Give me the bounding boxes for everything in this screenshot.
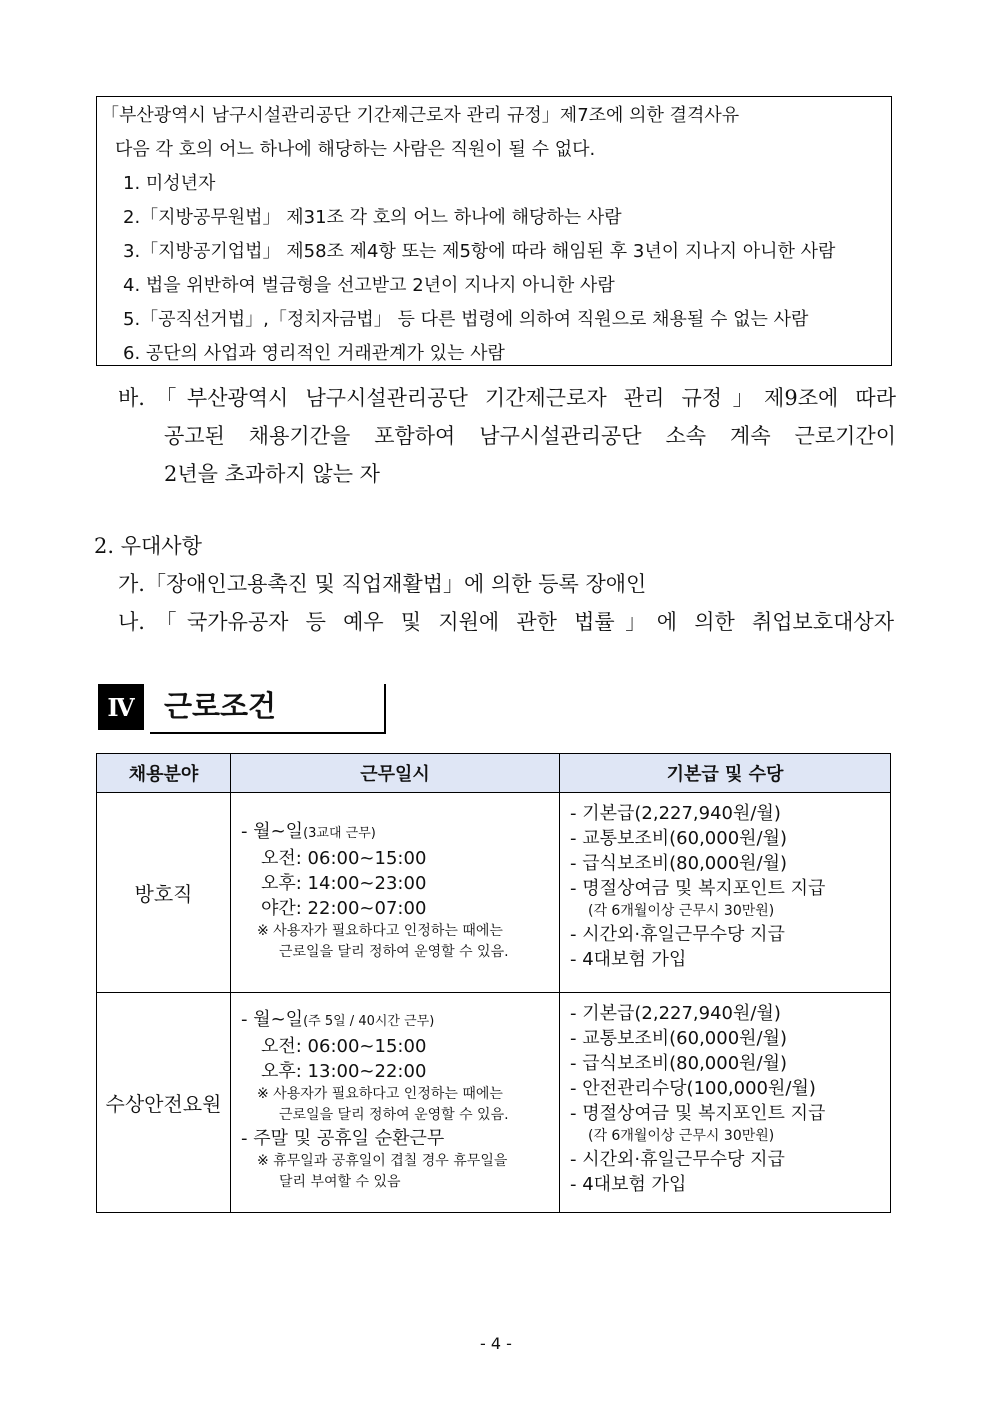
header-pay: 기본급 및 수당: [560, 754, 891, 793]
pay-line: - 명절상여금 및 복지포인트 지급: [570, 1103, 826, 1124]
pay-line: - 4대보험 가입: [570, 1174, 687, 1195]
schedule-sub: (주 5일 / 40시간 근무): [303, 1014, 435, 1029]
shift-line: 오전: 06:00~15:00: [261, 1036, 427, 1057]
shift-line: 오후: 14:00~23:00: [261, 873, 427, 894]
pay-line: - 4대보험 가입: [570, 949, 687, 970]
pay-cell: [560, 793, 891, 993]
shift-line: 오전: 06:00~15:00: [261, 848, 427, 869]
pay-note: (각 6개월이상 근무시 30만원): [588, 1128, 775, 1144]
pay-line: - 급식보조비(80,000원/월): [570, 853, 788, 874]
pay-note: (각 6개월이상 근무시 30만원): [588, 903, 775, 919]
preference-heading: 2. 우대사항: [94, 534, 202, 558]
shift-line: 오후: 13:00~22:00: [261, 1061, 427, 1082]
disqualification-box: [96, 96, 892, 366]
schedule-main-line: [241, 1007, 559, 1034]
box-intro: 다음 각 호의 어느 하나에 해당하는 사람은 직원이 될 수 없다.: [115, 139, 596, 160]
table-row: [97, 793, 891, 993]
box-item: 6. 공단의 사업과 영리적인 거래관계가 있는 사람: [123, 343, 505, 364]
schedule-extra-note: 달리 부여할 수 있음: [279, 1174, 401, 1190]
shift-line: 야간: 22:00~07:00: [261, 898, 427, 919]
schedule-main: - 월~일: [241, 821, 304, 842]
pay-line: - 기본급(2,227,940원/월): [570, 803, 781, 824]
box-item: 5.「공직선거법」,「정치자금법」 등 다른 법령에 의하여 직원으로 채용될 수 없는 사람: [123, 309, 809, 330]
table-row: [97, 993, 891, 1213]
pay-line: - 시간외·휴일근무수당 지급: [570, 924, 785, 945]
conditions-table: [96, 753, 891, 1213]
preference-item: 가.「장애인고용촉진 및 직업재활법」에 의한 등록 장애인: [118, 572, 647, 596]
schedule-extra: - 주말 및 공휴일 순환근무: [241, 1128, 445, 1149]
pay-line: - 명절상여금 및 복지포인트 지급: [570, 878, 826, 899]
item-ba-line1: 바.「부산광역시 남구시설관리공단 기간제근로자 관리 규정」제9조에 따라: [118, 386, 896, 410]
schedule-extra-note: ※ 휴무일과 공휴일이 겹칠 경우 휴무일을: [257, 1153, 508, 1169]
pay-line: - 교통보조비(60,000원/월): [570, 1028, 788, 1049]
header-schedule: 근무일시: [231, 754, 560, 793]
preference-item: 나.「국가유공자 등 예우 및 지원에 관한 법률」에 의한 취업보호대상자: [118, 610, 894, 634]
item-ba-line2: 공고된 채용기간을 포함하여 남구시설관리공단 소속 계속 근로기간이: [164, 424, 896, 448]
table-header-row: [97, 754, 891, 793]
schedule-main: - 월~일: [241, 1009, 304, 1030]
schedule-main-line: [241, 819, 559, 846]
title-side-border: [384, 684, 386, 734]
title-underline: [150, 732, 386, 734]
page-number: - 4 -: [480, 1334, 512, 1353]
field-cell: 수상안전요원: [97, 993, 231, 1213]
header-field: 채용분야: [97, 754, 231, 793]
item-ba-line3: 2년을 초과하지 않는 자: [164, 462, 380, 486]
section-number: Ⅳ: [98, 684, 144, 730]
schedule-cell: [231, 793, 560, 993]
pay-line: - 교통보조비(60,000원/월): [570, 828, 788, 849]
schedule-note: 근로일을 달리 정하여 운영할 수 있음.: [279, 1107, 509, 1123]
box-item: 3.「지방공기업법」 제58조 제4항 또는 제5항에 따라 해임된 후 3년이 지나지 아니한 사람: [123, 241, 836, 262]
field-cell: 방호직: [97, 793, 231, 993]
schedule-sub: (3교대 근무): [303, 826, 376, 841]
box-item: 4. 법을 위반하여 벌금형을 선고받고 2년이 지나지 아니한 사람: [123, 275, 615, 296]
schedule-note: ※ 사용자가 필요하다고 인정하는 때에는: [257, 923, 503, 939]
pay-line: - 안전관리수당(100,000원/월): [570, 1078, 816, 1099]
schedule-note: 근로일을 달리 정하여 운영할 수 있음.: [279, 944, 509, 960]
pay-line: - 급식보조비(80,000원/월): [570, 1053, 788, 1074]
box-item: 2.「지방공무원법」 제31조 각 호의 어느 하나에 해당하는 사람: [123, 207, 622, 228]
pay-cell: [560, 993, 891, 1213]
box-item: 1. 미성년자: [123, 173, 216, 194]
schedule-cell: [231, 993, 560, 1213]
pay-line: - 시간외·휴일근무수당 지급: [570, 1149, 785, 1170]
pay-line: - 기본급(2,227,940원/월): [570, 1003, 781, 1024]
schedule-note: ※ 사용자가 필요하다고 인정하는 때에는: [257, 1086, 503, 1102]
box-title: 「부산광역시 남구시설관리공단 기간제근로자 관리 규정」제7조에 의한 결격사유: [101, 105, 740, 126]
section-title: 근로조건: [164, 689, 277, 723]
